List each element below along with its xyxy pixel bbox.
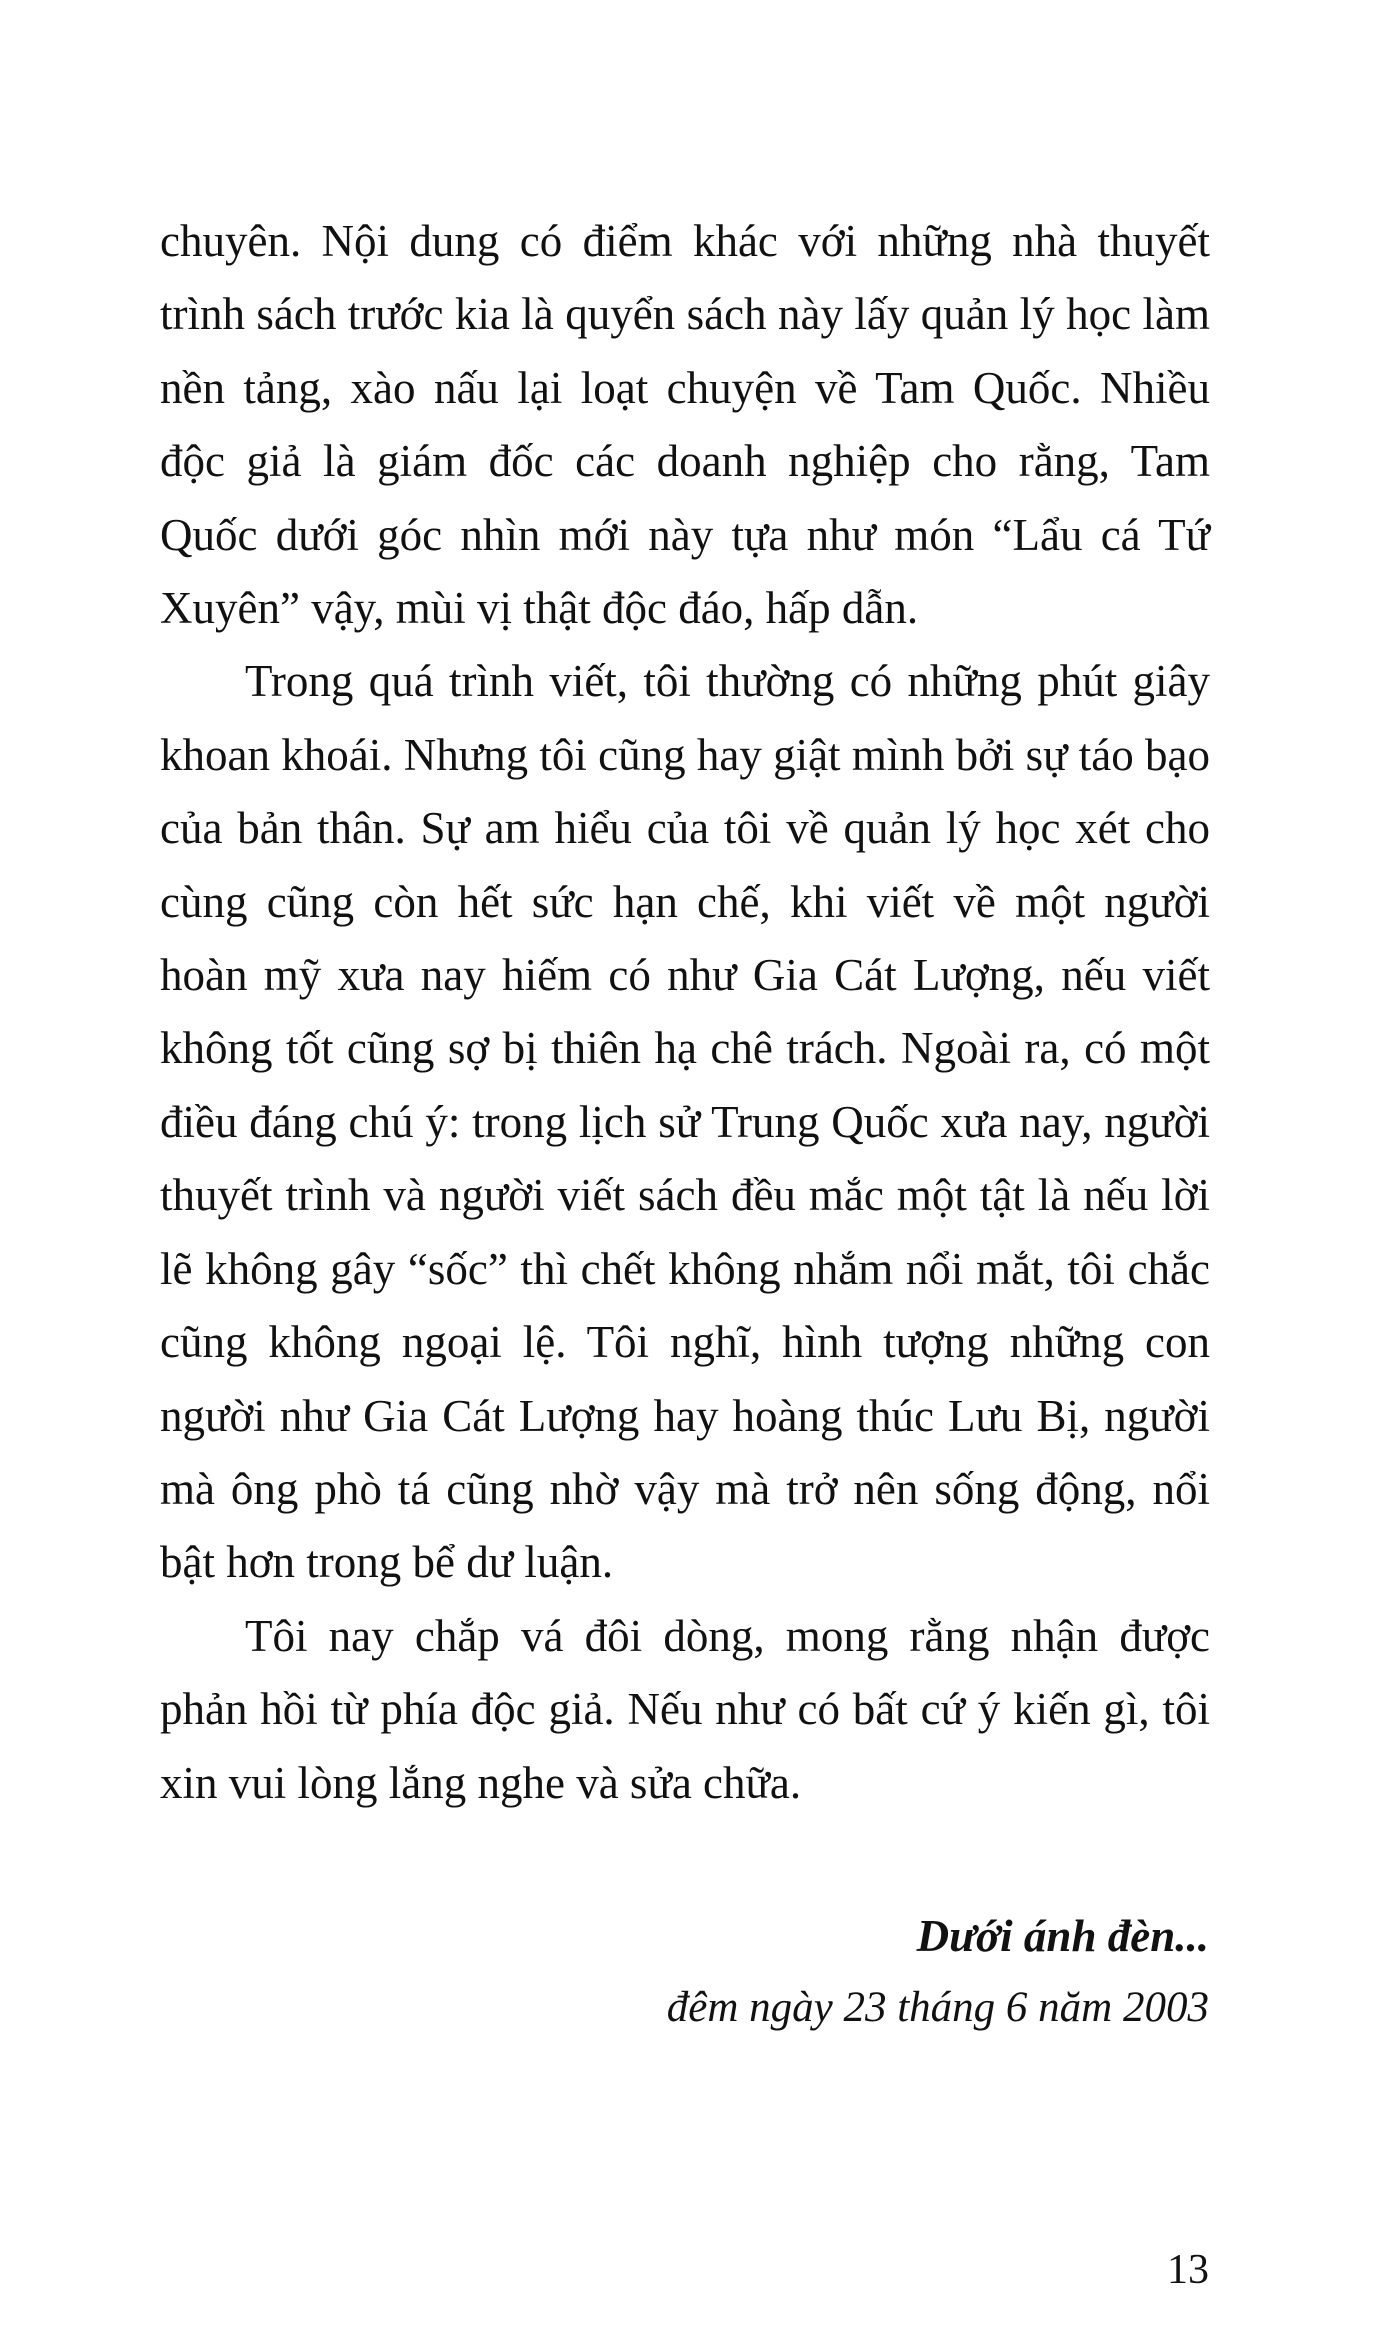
signature-date: đêm ngày 23 tháng 6 năm 2003 [666, 1984, 1209, 2031]
signature-title: Dưới ánh đèn... [916, 1911, 1209, 1961]
paragraph-1: chuyên. Nội dung có điểm khác với những nhà thuyết trình sách trước kia là quyển sách này lấy quản lý học làm nền tảng, xào nấu lại loạt chuyện về Tam Quốc. Nhiều độc giả là giám đốc các doanh nghiệp cho rằng, Tam Quốc dưới góc nhìn mới này tựa như món “Lẩu cá Tứ Xuyên” vậy, mùi vị thật độc đáo, hấp dẫn. [160, 216, 1210, 634]
page-number: 13 [1167, 2247, 1209, 2293]
paragraph-2: Trong quá trình viết, tôi thường có những phút giây khoan khoái. Nhưng tôi cũng hay giật mình bởi sự táo bạo của bản thân. Sự am hiểu của tôi về quản lý học xét cho cùng cũng còn hết sức hạn chế, khi viết về một người hoàn mỹ xưa nay hiếm có như Gia Cát Lượng, nếu viết không tốt cũng sợ bị thiên hạ chê trách. Ngoài ra, có một điều đáng chú ý: trong lịch sử Trung Quốc xưa nay, người thuyết trình và người viết sách đều mắc một tật là nếu lời lẽ không gây “sốc” thì chết không nhắm nổi mắt, tôi chắc cũng không ngoại lệ. Tôi nghĩ, hình tượng những con người như Gia Cát Lượng hay hoàng thúc Lưu Bị, người mà ông phò tá cũng nhờ vậy mà trở nên sống động, nổi bật hơn trong bể dư luận. [160, 656, 1210, 1588]
signature-block [667, 1900, 1209, 2044]
body-text [160, 205, 1210, 1820]
paragraph-3: Tôi nay chắp vá đôi dòng, mong rằng nhận được phản hồi từ phía độc giả. Nếu như có bất cứ ý kiến gì, tôi xin vui lòng lắng nghe và sửa chữa. [160, 1610, 1210, 1808]
